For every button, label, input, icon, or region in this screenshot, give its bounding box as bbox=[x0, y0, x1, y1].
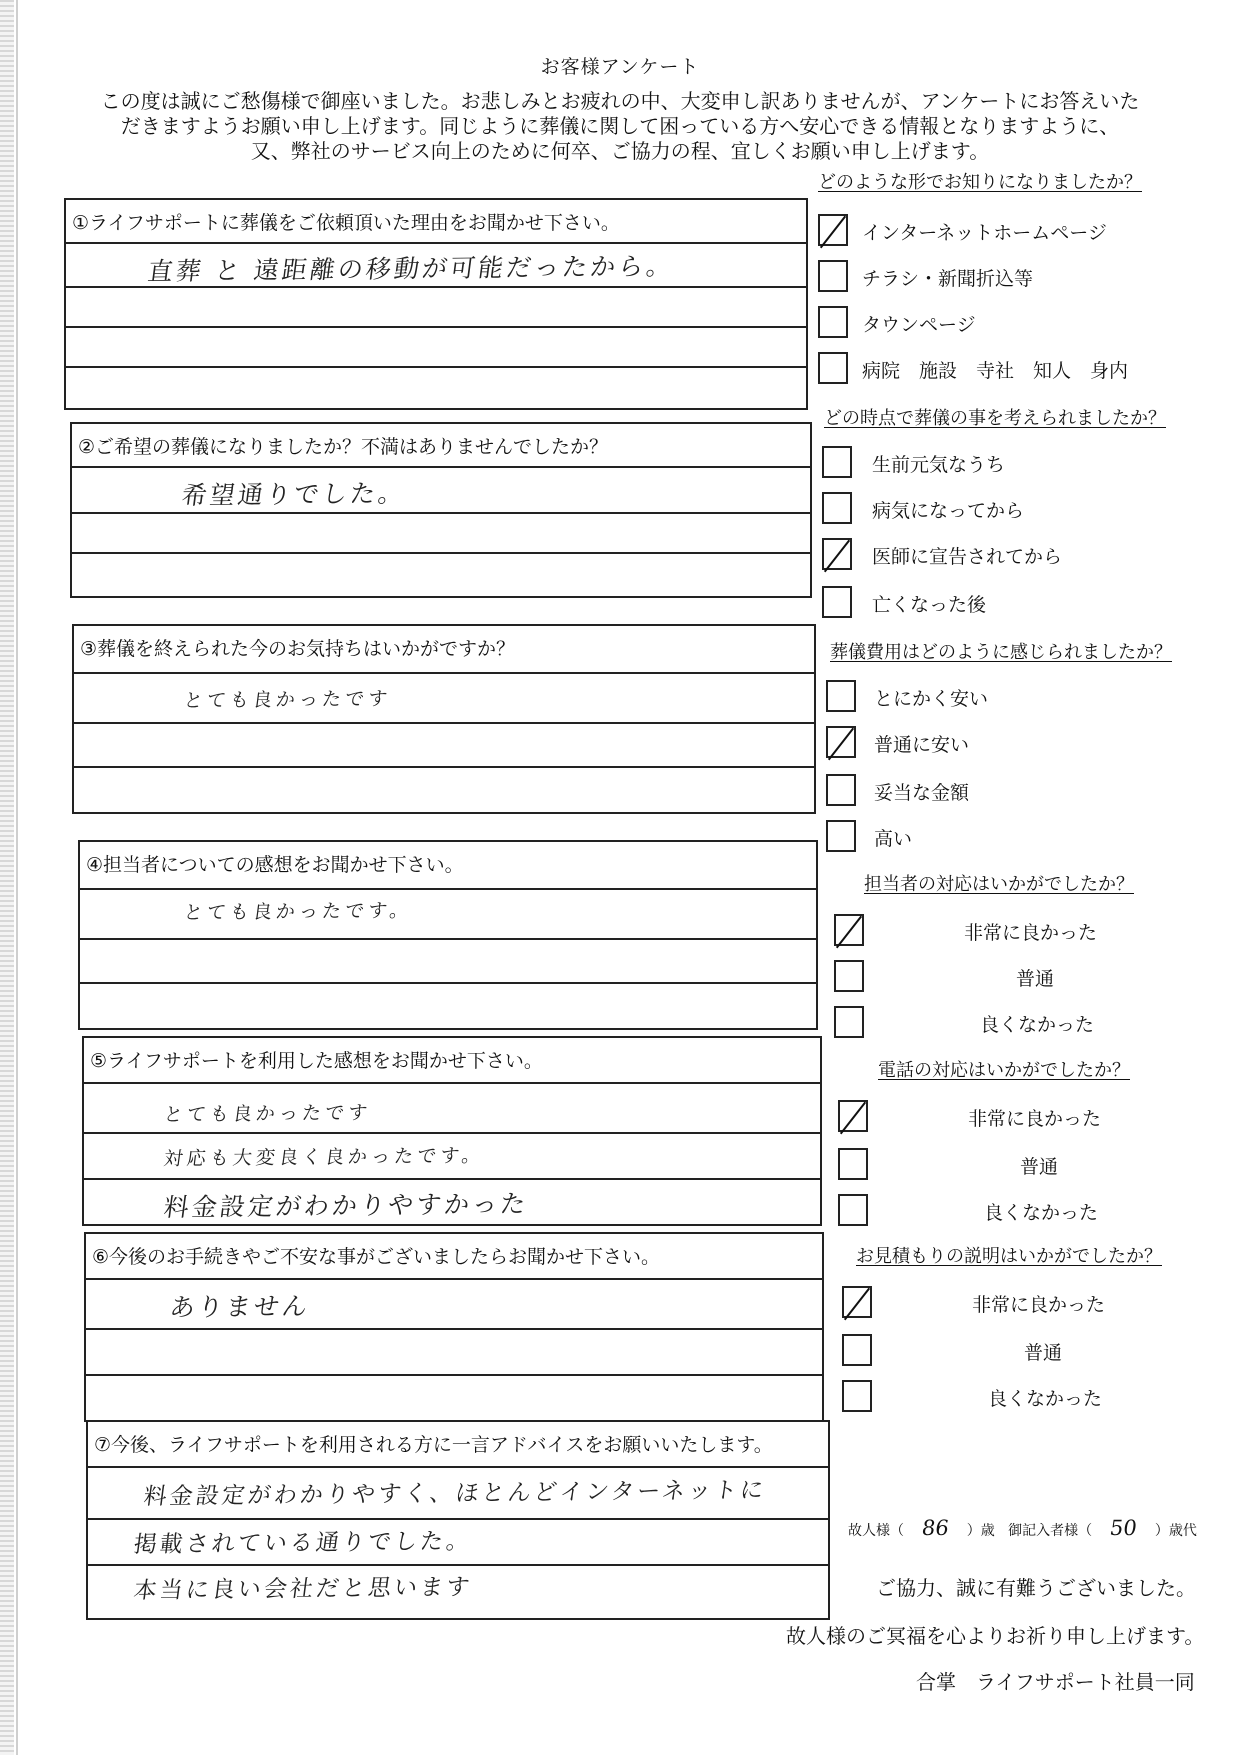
intro-text bbox=[60, 89, 1180, 164]
handwritten-answer: 掲載されている通りでした。 bbox=[131, 1528, 474, 1558]
answer-line bbox=[80, 938, 816, 940]
divider bbox=[84, 1082, 820, 1084]
option-label: 普通 bbox=[1016, 968, 1055, 990]
divider bbox=[74, 672, 814, 674]
handwritten-answer: とても良かったです。 bbox=[182, 899, 415, 924]
deceased-age-value[interactable]: 86 bbox=[920, 1516, 951, 1540]
checkbox[interactable] bbox=[826, 726, 856, 758]
question-box-3 bbox=[72, 624, 816, 814]
option-label: 亡くなった後 bbox=[872, 594, 987, 616]
side-question-title: どの時点で葬儀の事を考えられましたか？ bbox=[824, 408, 1166, 429]
writer-age-suffix: ）歳代 bbox=[1154, 1523, 1197, 1539]
scan-edge-line bbox=[16, 0, 18, 1755]
option-label: 良くなかった bbox=[988, 1388, 1103, 1410]
signature-text: 合掌 ライフサポート社員一同 bbox=[916, 1670, 1195, 1694]
question-title: ②ご希望の葬儀になりましたか？不満はありませんでしたか？ bbox=[78, 436, 609, 458]
answer-line bbox=[86, 1374, 822, 1376]
checkbox[interactable] bbox=[826, 820, 856, 852]
option-label: 生前元気なうち bbox=[872, 454, 1006, 476]
option-label: 普通に安い bbox=[874, 734, 970, 756]
divider bbox=[88, 1466, 828, 1468]
handwritten-answer: とても良かったです bbox=[182, 687, 393, 712]
writer-age-value[interactable]: 50 bbox=[1108, 1516, 1139, 1540]
checkbox[interactable] bbox=[818, 260, 848, 292]
handwritten-answer: 料金設定がわかりやすく、ほとんどインターネットに bbox=[141, 1477, 768, 1510]
handwritten-answer: 料金設定がわかりやすかった bbox=[161, 1189, 531, 1222]
option-label: インターネットホームページ bbox=[862, 222, 1107, 244]
checkbox[interactable] bbox=[842, 1286, 872, 1318]
checkbox[interactable] bbox=[838, 1194, 868, 1226]
option-label: 医師に宣告されてから bbox=[872, 546, 1063, 568]
handwritten-answer: 対応も大変良く良かったです。 bbox=[162, 1144, 487, 1170]
option-label: 非常に良かった bbox=[968, 1108, 1102, 1130]
answer-line bbox=[74, 722, 814, 724]
question-title: ③葬儀を終えられた今のお気持ちはいかがですか？ bbox=[80, 638, 516, 660]
question-box-6 bbox=[84, 1232, 824, 1422]
handwritten-answer: 本当に良い会社だと思います bbox=[131, 1574, 474, 1604]
option-label: タウンページ bbox=[862, 314, 976, 336]
option-label: 普通 bbox=[1020, 1156, 1059, 1178]
intro-line: この度は誠にご愁傷様で御座いました。お悲しみとお疲れの中、大変申し訳ありませんが、アンケートにお答えいた bbox=[100, 89, 1140, 113]
deceased-age-label: 故人様（ bbox=[848, 1523, 904, 1539]
answer-line bbox=[72, 512, 810, 514]
divider bbox=[86, 1278, 822, 1280]
answer-line bbox=[84, 1178, 820, 1180]
thanks-text: ご協力、誠に有難うございました。 bbox=[876, 1576, 1196, 1600]
writer-age-label: 御記入者様（ bbox=[1008, 1523, 1093, 1539]
side-question-title: 葬儀費用はどのように感じられましたか？ bbox=[830, 642, 1172, 663]
intro-line: 又、弊社のサービス向上のために何卒、ご協力の程、宜しくお願い申し上げます。 bbox=[250, 139, 990, 163]
condolence-text: 故人様のご冥福を心よりお祈り申し上げます。 bbox=[786, 1624, 1205, 1648]
checkbox[interactable] bbox=[834, 914, 864, 946]
side-question-title: 担当者の対応はいかがでしたか？ bbox=[864, 874, 1134, 895]
answer-line bbox=[66, 366, 806, 368]
handwritten-answer: 希望通りでした。 bbox=[179, 478, 409, 510]
option-label: 病気になってから bbox=[872, 500, 1025, 522]
scan-edge bbox=[0, 0, 14, 1755]
age-fields bbox=[848, 1516, 1197, 1540]
answer-line bbox=[88, 1518, 828, 1520]
option-label: 病院 施設 寺社 知人 身内 bbox=[862, 360, 1129, 382]
answer-line bbox=[80, 982, 816, 984]
deceased-age-suffix: ）歳 bbox=[966, 1523, 995, 1539]
checkbox[interactable] bbox=[818, 306, 848, 338]
question-title: ①ライフサポートに葬儀をご依頼頂いた理由をお聞かせ下さい。 bbox=[72, 212, 620, 234]
form-title: お客様アンケート bbox=[540, 56, 700, 78]
question-box-1 bbox=[64, 198, 808, 410]
side-question-title: お見積もりの説明はいかがでしたか？ bbox=[856, 1246, 1162, 1267]
question-title: ⑦今後、ライフサポートを利用される方に一言アドバイスをお願いいたします。 bbox=[94, 1434, 773, 1456]
side-question-title: 電話の対応はいかがでしたか？ bbox=[878, 1060, 1130, 1081]
divider bbox=[80, 888, 816, 890]
question-box-7 bbox=[86, 1420, 830, 1620]
answer-line bbox=[74, 766, 814, 768]
answer-line bbox=[72, 552, 810, 554]
answer-line bbox=[66, 286, 806, 288]
answer-line bbox=[84, 1132, 820, 1134]
checkbox[interactable] bbox=[826, 774, 856, 806]
handwritten-answer: とても良かったです bbox=[162, 1101, 373, 1126]
form-header bbox=[60, 52, 1180, 164]
option-label: 非常に良かった bbox=[964, 922, 1098, 944]
checkbox[interactable] bbox=[838, 1148, 868, 1180]
checkbox[interactable] bbox=[822, 586, 852, 618]
checkbox[interactable] bbox=[822, 492, 852, 524]
handwritten-answer: ありません bbox=[167, 1291, 312, 1322]
option-label: 良くなかった bbox=[980, 1014, 1095, 1036]
option-label: 高い bbox=[874, 828, 913, 850]
question-title: ⑤ライフサポートを利用した感想をお聞かせ下さい。 bbox=[90, 1050, 543, 1072]
option-label: 普通 bbox=[1024, 1342, 1063, 1364]
side-question-title: どのような形でお知りになりましたか？ bbox=[818, 172, 1142, 193]
checkbox[interactable] bbox=[842, 1380, 872, 1412]
checkbox[interactable] bbox=[838, 1100, 868, 1132]
checkbox[interactable] bbox=[818, 214, 848, 246]
checkbox[interactable] bbox=[822, 446, 852, 478]
option-label: チラシ・新聞折込等 bbox=[862, 268, 1034, 290]
divider bbox=[72, 466, 810, 468]
question-title: ⑥今後のお手続きやご不安な事がございましたらお聞かせ下さい。 bbox=[92, 1246, 661, 1268]
question-box-4 bbox=[78, 840, 818, 1030]
option-label: 妥当な金額 bbox=[874, 782, 970, 804]
question-title: ④担当者についての感想をお聞かせ下さい。 bbox=[86, 854, 464, 876]
checkbox[interactable] bbox=[826, 680, 856, 712]
option-label: 良くなかった bbox=[984, 1202, 1099, 1224]
checkbox[interactable] bbox=[842, 1334, 872, 1366]
option-label: 非常に良かった bbox=[972, 1294, 1106, 1316]
answer-line bbox=[86, 1328, 822, 1330]
checkbox[interactable] bbox=[834, 1006, 864, 1038]
question-box-2 bbox=[70, 422, 812, 598]
divider bbox=[66, 242, 806, 244]
checkbox[interactable] bbox=[834, 960, 864, 992]
option-label: とにかく安い bbox=[874, 688, 989, 710]
checkbox[interactable] bbox=[822, 538, 852, 570]
intro-line: だきますようお願い申し上げます。同じように葬儀に関して困っている方へ安心できる情報となりますように、 bbox=[120, 114, 1120, 138]
handwritten-answer: 直葬 と 遠距離の移動が可能だったから。 bbox=[145, 251, 677, 286]
answer-line bbox=[88, 1564, 828, 1566]
answer-line bbox=[66, 326, 806, 328]
question-box-5 bbox=[82, 1036, 822, 1226]
checkbox[interactable] bbox=[818, 352, 848, 384]
